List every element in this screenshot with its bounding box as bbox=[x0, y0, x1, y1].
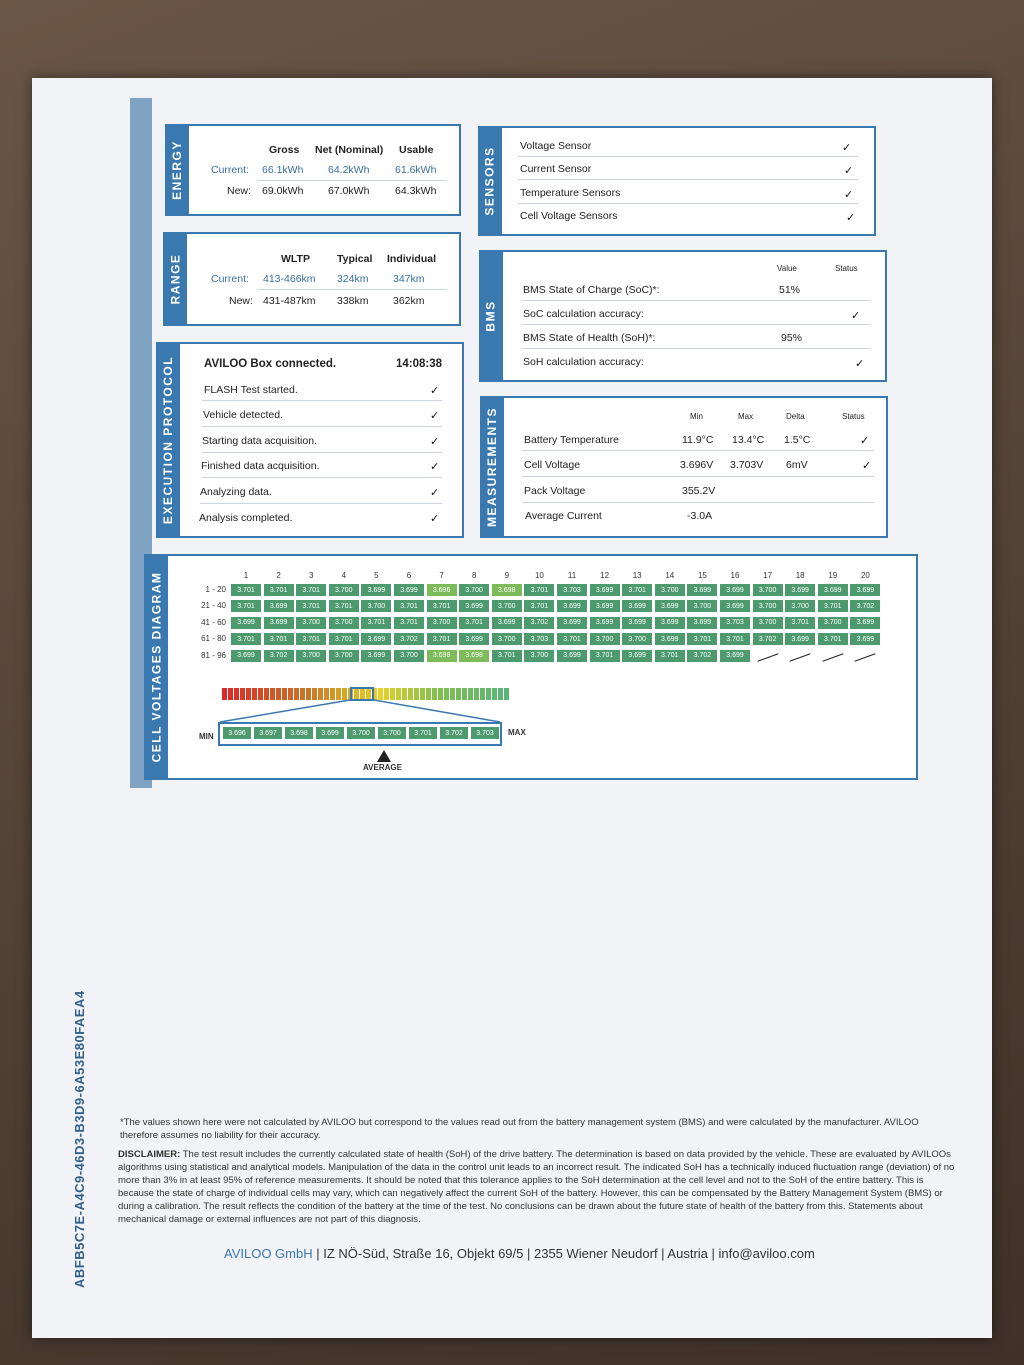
bms-soh-label: BMS State of Health (SoH)*: bbox=[523, 332, 656, 344]
cell-voltage: 3.701 bbox=[719, 632, 751, 646]
meas-pack-min: 355.2V bbox=[682, 485, 716, 497]
cell-voltage: 3.701 bbox=[230, 583, 262, 597]
legend-cell: 3.703 bbox=[470, 726, 500, 740]
bms-col-status: Status bbox=[835, 264, 858, 273]
cell-voltage: 3.699 bbox=[849, 632, 881, 646]
cell-voltage: 3.701 bbox=[295, 583, 327, 597]
check-icon: ✓ bbox=[862, 460, 872, 472]
cell-column-header: 12 bbox=[600, 571, 610, 580]
cell-voltage: 3.699 bbox=[621, 649, 653, 663]
cell-voltage: 3.700 bbox=[426, 616, 458, 630]
check-icon: ✓ bbox=[842, 142, 852, 154]
cell-voltage: 3.701 bbox=[817, 632, 849, 646]
legend-max-label: MAX bbox=[508, 728, 526, 737]
cell-voltage: 3.699 bbox=[621, 616, 653, 630]
cell-voltage: 3.699 bbox=[686, 583, 718, 597]
footnote: *The values shown here were not calculated by AVILOO but correspond to the values read out from the battery management system (BMS) and were calculated by the manufacturer. AVILOO therefore assumes no liability for their accuracy. bbox=[120, 1117, 919, 1141]
cell-voltage: 3.699 bbox=[719, 599, 751, 613]
cell-voltage: 3.700 bbox=[393, 649, 425, 663]
range-header-wltp: WLTP bbox=[281, 253, 310, 265]
cell-voltage: 3.698 bbox=[426, 649, 458, 663]
cell-voltage: 3.701 bbox=[426, 599, 458, 613]
check-icon: ✓ bbox=[430, 487, 440, 499]
range-new-wltp: 431-487km bbox=[263, 295, 316, 307]
cell-voltage: 3.700 bbox=[458, 583, 490, 597]
cell-voltage: 3.701 bbox=[230, 599, 262, 613]
average-label: AVERAGE bbox=[363, 763, 402, 772]
range-new-individual: 362km bbox=[393, 295, 425, 307]
cell-voltage: 3.699 bbox=[817, 583, 849, 597]
cell-voltage: 3.702 bbox=[393, 632, 425, 646]
range-new-typical: 338km bbox=[337, 295, 369, 307]
cell-voltage: 3.701 bbox=[328, 632, 360, 646]
legend-cell: 3.702 bbox=[439, 726, 469, 740]
bms-title: BMS bbox=[484, 300, 499, 332]
cell-column-header: 19 bbox=[828, 571, 838, 580]
meas-temp-min: 11.9°C bbox=[682, 434, 714, 446]
energy-header-net: Net (Nominal) bbox=[315, 144, 384, 156]
cell-voltage: 3.700 bbox=[817, 616, 849, 630]
cell-voltage: 3.700 bbox=[752, 599, 784, 613]
protocol-box bbox=[156, 342, 464, 538]
cell-row-label: 61 - 80 bbox=[201, 634, 226, 644]
cell-voltage: 3.699 bbox=[589, 583, 621, 597]
cell-voltage: 3.701 bbox=[360, 616, 392, 630]
cell-voltage: 3.700 bbox=[328, 616, 360, 630]
cell-voltage: 3.699 bbox=[654, 599, 686, 613]
cell-voltage: 3.701 bbox=[686, 632, 718, 646]
cell-column-header: 9 bbox=[504, 571, 510, 580]
cell-voltage: 3.700 bbox=[654, 583, 686, 597]
company-address: | IZ NÖ-Süd, Straße 16, Objekt 69/5 | 2355 Wiener Neudorf | Austria | info@aviloo.com bbox=[316, 1246, 815, 1261]
meas-col-status: Status bbox=[842, 412, 865, 421]
legend-cell: 3.700 bbox=[346, 726, 376, 740]
cell-voltage: 3.699 bbox=[719, 583, 751, 597]
cell-voltage: 3.700 bbox=[491, 632, 523, 646]
serial-number: ABFB5C7E-A4C9-46D3-B3D9-6A53E80FAEA4 bbox=[72, 990, 87, 1288]
measurements-box bbox=[480, 396, 888, 538]
protocol-step-2: Vehicle detected. bbox=[203, 409, 283, 421]
cell-voltage: 3.700 bbox=[491, 599, 523, 613]
legend-min-label: MIN bbox=[199, 732, 214, 741]
cell-voltage: 3.700 bbox=[621, 632, 653, 646]
meas-col-max: Max bbox=[738, 412, 754, 421]
cell-column-header: 17 bbox=[763, 571, 773, 580]
cell-row-label: 41 - 60 bbox=[201, 617, 226, 627]
meas-current-label: Average Current bbox=[525, 510, 602, 522]
cell-voltage: 3.699 bbox=[263, 599, 295, 613]
check-icon: ✓ bbox=[844, 189, 854, 201]
footer-contact bbox=[224, 1246, 815, 1261]
protocol-step-4: Finished data acquisition. bbox=[201, 460, 320, 472]
cell-voltage: 3.701 bbox=[263, 632, 295, 646]
meas-cellv-min: 3.696V bbox=[680, 459, 714, 471]
legend-cell: 3.700 bbox=[377, 726, 407, 740]
cell-column-header: 6 bbox=[406, 571, 412, 580]
sensor-cell-voltage: Cell Voltage Sensors bbox=[520, 210, 618, 222]
energy-new-net: 67.0kWh bbox=[328, 185, 370, 197]
cell-voltages-title: CELL VOLTAGES DIAGRAM bbox=[149, 571, 163, 763]
energy-header-gross: Gross bbox=[269, 144, 300, 156]
cell-voltage: 3.699 bbox=[556, 616, 588, 630]
check-icon: ✓ bbox=[430, 385, 440, 397]
cell-voltage: 3.699 bbox=[556, 599, 588, 613]
check-icon: ✓ bbox=[430, 461, 440, 473]
energy-new-gross: 69.0kWh bbox=[262, 185, 304, 197]
cell-voltage: 3.699 bbox=[686, 616, 718, 630]
protocol-step-5: Analyzing data. bbox=[200, 486, 272, 498]
bms-soc-label: BMS State of Charge (SoC)*: bbox=[523, 284, 660, 296]
meas-temp-label: Battery Temperature bbox=[524, 434, 619, 446]
cell-voltage: 3.700 bbox=[328, 649, 360, 663]
sensors-box bbox=[478, 126, 876, 236]
meas-cellv-delta: 6mV bbox=[786, 459, 808, 471]
energy-new-usable: 64.3kWh bbox=[395, 185, 437, 197]
range-title: RANGE bbox=[168, 253, 182, 305]
cell-voltage: 3.699 bbox=[360, 632, 392, 646]
cell-voltage: 3.702 bbox=[686, 649, 718, 663]
cell-column-header: 11 bbox=[567, 571, 577, 580]
meas-current-min: -3.0A bbox=[687, 510, 713, 522]
cell-voltage: 3.696 bbox=[426, 583, 458, 597]
cell-voltage: 3.702 bbox=[263, 649, 295, 663]
cell-column-header: 7 bbox=[439, 571, 444, 580]
range-current-individual: 347km bbox=[393, 273, 425, 285]
sensor-temperature: Temperature Sensors bbox=[520, 187, 621, 199]
cell-row-label: 81 - 96 bbox=[201, 650, 226, 660]
disclaimer bbox=[118, 1148, 956, 1226]
cell-voltage: 3.701 bbox=[817, 599, 849, 613]
energy-current-net: 64.2kWh bbox=[328, 164, 370, 176]
cell-voltage: 3.699 bbox=[230, 616, 262, 630]
cell-voltage: 3.702 bbox=[752, 632, 784, 646]
cell-voltage: 3.699 bbox=[263, 616, 295, 630]
average-marker-icon bbox=[377, 750, 391, 762]
cell-voltage: 3.699 bbox=[784, 583, 816, 597]
cell-voltage: 3.700 bbox=[295, 616, 327, 630]
check-icon: ✓ bbox=[855, 358, 865, 370]
cell-voltage: 3.700 bbox=[784, 599, 816, 613]
meas-temp-delta: 1.5°C bbox=[784, 434, 811, 446]
cell-voltage: 3.700 bbox=[360, 599, 392, 613]
legend-cell: 3.699 bbox=[315, 726, 345, 740]
cell-voltage: 3.699 bbox=[458, 599, 490, 613]
cell-voltage: 3.700 bbox=[523, 649, 555, 663]
range-new-label: New: bbox=[229, 295, 253, 307]
protocol-step-3: Starting data acquisition. bbox=[202, 435, 317, 447]
cell-row-label: 1 - 20 bbox=[205, 585, 226, 594]
cell-voltage: 3.701 bbox=[328, 599, 360, 613]
cell-voltage: 3.701 bbox=[589, 649, 621, 663]
cell-voltage: 3.699 bbox=[393, 583, 425, 597]
cell-voltage: 3.699 bbox=[654, 616, 686, 630]
cell-voltage: 3.699 bbox=[360, 583, 392, 597]
check-icon: ✓ bbox=[844, 165, 854, 177]
meas-temp-max: 13.4°C bbox=[732, 434, 765, 446]
cell-voltage: 3.699 bbox=[491, 616, 523, 630]
sensors-title: SENSORS bbox=[483, 146, 497, 216]
cell-column-header: 18 bbox=[795, 571, 805, 580]
cell-column-header: 3 bbox=[308, 571, 314, 580]
meas-cellv-label: Cell Voltage bbox=[524, 459, 581, 471]
check-icon: ✓ bbox=[846, 212, 856, 224]
cell-voltage: 3.703 bbox=[556, 583, 588, 597]
cell-column-header: 5 bbox=[374, 571, 379, 580]
sensor-current: Current Sensor bbox=[520, 163, 592, 175]
cell-voltage: 3.699 bbox=[556, 649, 588, 663]
cell-voltage: 3.702 bbox=[523, 616, 555, 630]
cell-column-header: 1 bbox=[243, 571, 249, 580]
cell-column-header: 16 bbox=[730, 571, 740, 580]
cell-voltage: 3.699 bbox=[621, 599, 653, 613]
bms-soc-accuracy-label: SoC calculation accuracy: bbox=[523, 308, 644, 320]
cell-voltage: 3.701 bbox=[458, 616, 490, 630]
cell-column-header: 14 bbox=[665, 571, 675, 580]
cell-voltage: 3.699 bbox=[784, 632, 816, 646]
cell-voltage: 3.701 bbox=[263, 583, 295, 597]
cell-voltage: 3.701 bbox=[491, 649, 523, 663]
cell-voltage: 3.700 bbox=[686, 599, 718, 613]
cell-voltage: 3.699 bbox=[589, 616, 621, 630]
cell-voltage: 3.701 bbox=[295, 632, 327, 646]
cell-voltage: 3.699 bbox=[849, 616, 881, 630]
disclaimer-label: DISCLAIMER: bbox=[118, 1149, 181, 1160]
check-icon: ✓ bbox=[860, 435, 870, 447]
check-icon: ✓ bbox=[430, 436, 440, 448]
bms-col-value: Value bbox=[777, 264, 797, 273]
bms-soh-accuracy-label: SoH calculation accuracy: bbox=[523, 356, 644, 368]
cell-column-header: 10 bbox=[534, 571, 544, 580]
protocol-title: EXECUTION PROTOCOL bbox=[161, 355, 175, 525]
legend-cell: 3.698 bbox=[284, 726, 314, 740]
cell-voltage: 3.701 bbox=[295, 599, 327, 613]
cell-voltage: 3.701 bbox=[393, 599, 425, 613]
range-box bbox=[163, 232, 461, 326]
company-name: AVILOO GmbH bbox=[224, 1246, 313, 1261]
cell-voltage: 3.699 bbox=[654, 632, 686, 646]
meas-col-delta: Delta bbox=[786, 412, 805, 421]
bms-soh-value: 95% bbox=[781, 332, 803, 344]
range-header-individual: Individual bbox=[387, 253, 437, 265]
range-current-label: Current: bbox=[211, 273, 249, 285]
legend-cell: 3.696 bbox=[222, 726, 252, 740]
cell-voltage: 3.701 bbox=[393, 616, 425, 630]
meas-cellv-max: 3.703V bbox=[730, 459, 764, 471]
cell-row-label: 21 - 40 bbox=[201, 601, 226, 611]
cell-voltage: 3.701 bbox=[230, 632, 262, 646]
cell-voltage: 3.701 bbox=[621, 583, 653, 597]
energy-current-label: Current: bbox=[211, 164, 249, 176]
range-current-typical: 324km bbox=[337, 273, 369, 285]
cell-voltage: 3.700 bbox=[589, 632, 621, 646]
cell-voltage: 3.698 bbox=[458, 649, 490, 663]
cell-voltage: 3.702 bbox=[849, 599, 881, 613]
cell-column-header: 8 bbox=[471, 571, 477, 580]
energy-current-usable: 61.6kWh bbox=[395, 164, 437, 176]
cell-column-header: 13 bbox=[632, 571, 642, 580]
cell-voltage: 3.699 bbox=[458, 632, 490, 646]
cell-voltage: 3.701 bbox=[426, 632, 458, 646]
cell-voltage: 3.703 bbox=[523, 632, 555, 646]
report-page bbox=[32, 78, 992, 1338]
sensor-voltage: Voltage Sensor bbox=[520, 140, 592, 152]
cell-voltage: 3.699 bbox=[849, 583, 881, 597]
legend-cell: 3.701 bbox=[408, 726, 438, 740]
disclaimer-text: The test result includes the currently calculated state of health (SoH) of the drive battery. The determination is based on data provided by the vehicle. These are evaluated by AVILOOs algorithms using statistical and analytical models. Manipulation of the data in the control unit leads to an incorrect result. The indicated SoH has a technically induced fluctuation range (deviation) of no more than 3% in at least 95% of reference measurements. It should be noted that this tolerance applies to the SoH determination at the cell level and not to the SoH of the entire battery. This is because the state of charge of individual cells may vary, which can negatively affect the current SoH of the battery. However, this can be compensated by the Battery Management System (BMS) or during a calibration. The result reflects the condition of the battery at the time of the test. No conclusions can be drawn about the future state of health of the battery from this. Statements about mechanical damage or external influences are not part of this diagnosis. bbox=[118, 1149, 955, 1225]
energy-box bbox=[165, 124, 461, 216]
cell-voltage: 3.699 bbox=[230, 649, 262, 663]
cell-voltage: 3.701 bbox=[523, 583, 555, 597]
check-icon: ✓ bbox=[851, 310, 861, 322]
meas-pack-label: Pack Voltage bbox=[524, 485, 586, 497]
cell-voltage: 3.699 bbox=[360, 649, 392, 663]
protocol-time: 14:08:38 bbox=[396, 358, 443, 370]
cell-voltage: 3.700 bbox=[328, 583, 360, 597]
range-current-wltp: 413-466km bbox=[263, 273, 316, 285]
range-header-typical: Typical bbox=[337, 253, 373, 265]
check-icon: ✓ bbox=[430, 410, 440, 422]
cell-column-header: 15 bbox=[697, 571, 707, 580]
cell-voltage: 3.701 bbox=[523, 599, 555, 613]
cell-voltage: 3.701 bbox=[556, 632, 588, 646]
cell-voltage: 3.699 bbox=[719, 649, 751, 663]
cell-voltage: 3.700 bbox=[752, 616, 784, 630]
cell-voltage: 3.700 bbox=[752, 583, 784, 597]
cell-voltage: 3.701 bbox=[784, 616, 816, 630]
energy-current-gross: 66.1kWh bbox=[262, 164, 304, 176]
cell-voltage: 3.701 bbox=[654, 649, 686, 663]
bms-box bbox=[479, 250, 887, 382]
cell-voltage: 3.699 bbox=[589, 599, 621, 613]
cell-column-header: 4 bbox=[341, 571, 347, 580]
cell-column-header: 20 bbox=[860, 571, 870, 580]
cell-voltage: 3.703 bbox=[719, 616, 751, 630]
energy-new-label: New: bbox=[227, 185, 251, 197]
energy-title: ENERGY bbox=[170, 140, 184, 200]
bms-soc-value: 51% bbox=[779, 284, 801, 296]
measurements-title: MEASUREMENTS bbox=[485, 406, 500, 528]
legend-cell: 3.697 bbox=[253, 726, 283, 740]
protocol-step-6: Analysis completed. bbox=[199, 512, 293, 524]
cell-column-header: 2 bbox=[276, 571, 281, 580]
energy-header-usable: Usable bbox=[399, 144, 434, 156]
check-icon: ✓ bbox=[430, 513, 440, 525]
cell-voltage: 3.698 bbox=[491, 583, 523, 597]
cell-voltage: 3.700 bbox=[295, 649, 327, 663]
protocol-header: AVILOO Box connected. bbox=[204, 358, 337, 370]
protocol-step-1: FLASH Test started. bbox=[204, 384, 298, 396]
meas-col-min: Min bbox=[690, 412, 703, 421]
